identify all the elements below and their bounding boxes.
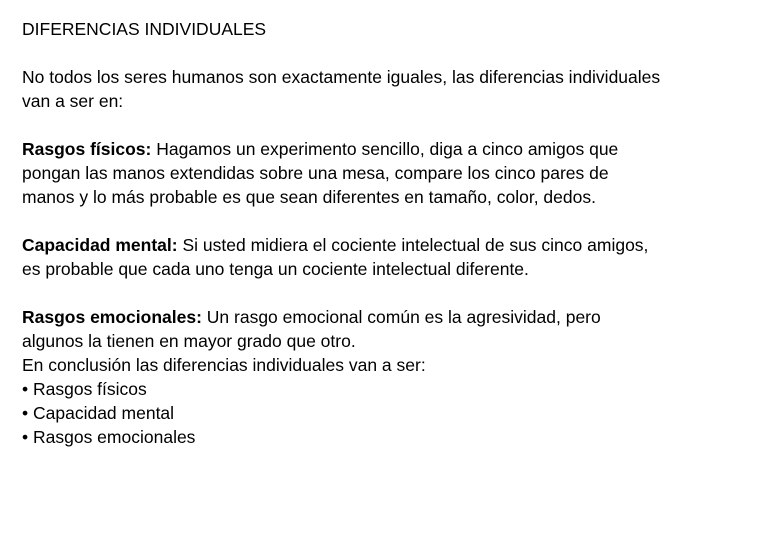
section-text: algunos la tienen en mayor grado que otro.: [22, 331, 356, 351]
spacer: [22, 209, 772, 233]
conclusion-text: En conclusión las diferencias individuales van a ser:: [22, 355, 426, 375]
spacer: [22, 113, 772, 137]
section-rasgos-fisicos: [22, 137, 772, 209]
section-text: manos y lo más probable es que sean diferentes en tamaño, color, dedos.: [22, 187, 596, 207]
page-title: DIFERENCIAS INDIVIDUALES: [22, 19, 267, 39]
intro-line: van a ser en:: [22, 91, 124, 111]
section-term: Rasgos físicos:: [22, 139, 152, 159]
intro-paragraph: [22, 65, 772, 113]
section-term: Rasgos emocionales:: [22, 307, 202, 327]
conclusion-list: [22, 377, 772, 449]
section-text: Si usted midiera el cociente intelectual de sus cinco amigos,: [177, 235, 649, 255]
slide-content: [22, 17, 772, 449]
section-text: Hagamos un experimento sencillo, diga a cinco amigos que: [151, 139, 619, 159]
list-item: • Capacidad mental: [22, 403, 175, 423]
list-item: • Rasgos físicos: [22, 379, 147, 399]
section-text: Un rasgo emocional común es la agresividad, pero: [201, 307, 601, 327]
intro-line: No todos los seres humanos son exactamente iguales, las diferencias individuales: [22, 67, 661, 87]
list-item: • Rasgos emocionales: [22, 427, 196, 447]
section-rasgos-emocionales: [22, 305, 772, 377]
section-text: es probable que cada uno tenga un cociente intelectual diferente.: [22, 259, 529, 279]
section-term: Capacidad mental:: [22, 235, 178, 255]
spacer: [22, 281, 772, 305]
section-capacidad-mental: [22, 233, 772, 281]
spacer: [22, 41, 772, 65]
section-text: pongan las manos extendidas sobre una mesa, compare los cinco pares de: [22, 163, 609, 183]
